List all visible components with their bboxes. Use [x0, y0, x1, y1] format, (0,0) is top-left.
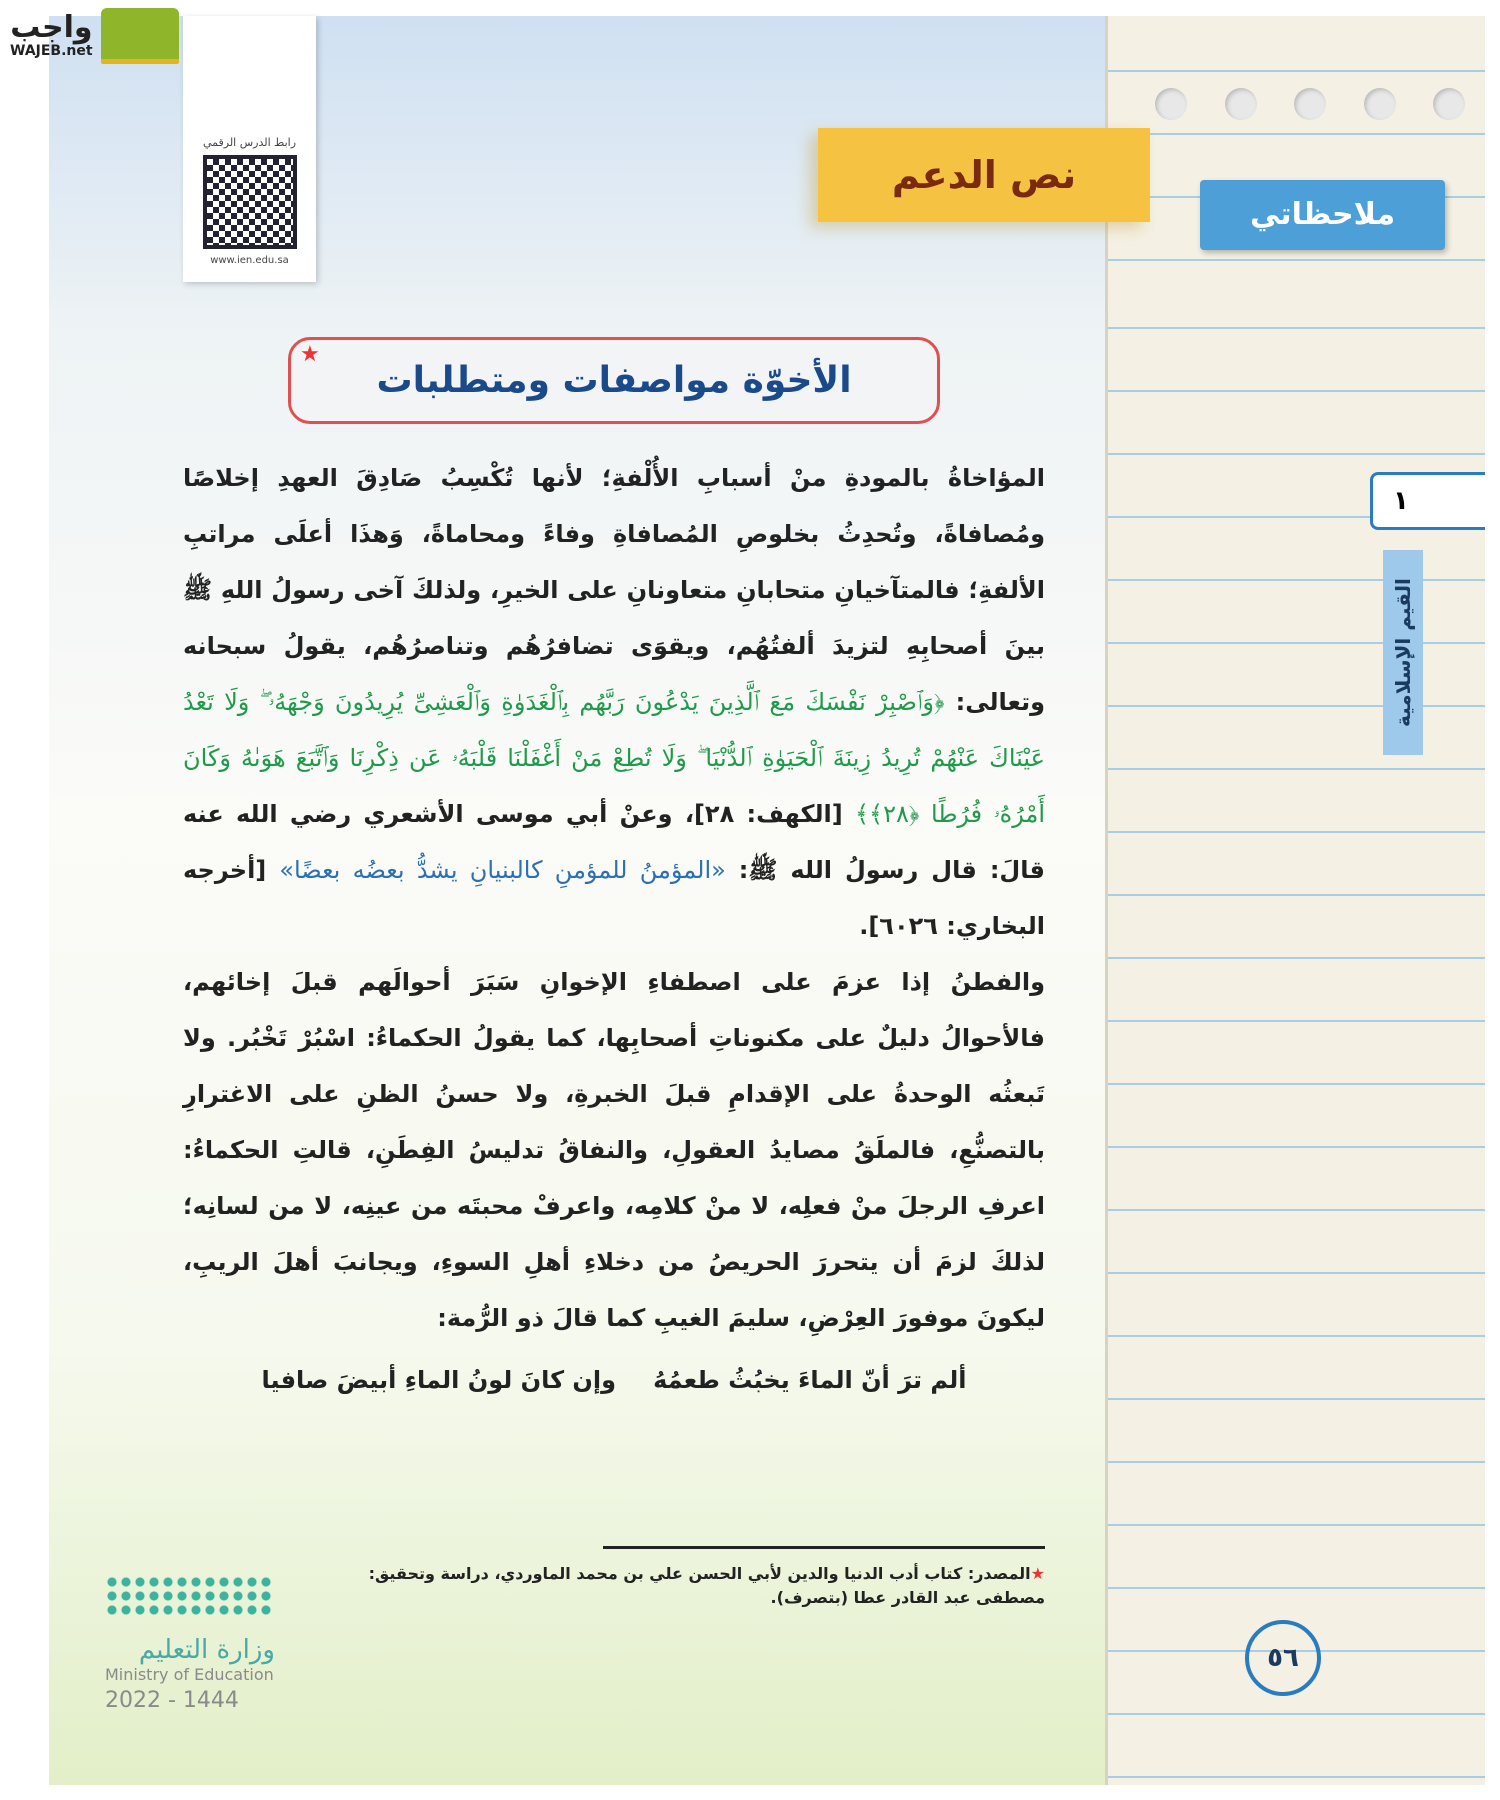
footnote-text: المصدر: كتاب أدب الدنيا والدين لأبي الحسن علي بن محمد الماوردي، دراسة وتحقيق: مصطفى عبد القادر عطا (بتصرف).	[368, 1564, 1045, 1607]
notes-tab: ملاحظاتي	[1200, 180, 1445, 250]
chapter-number: ١	[1370, 472, 1485, 530]
footnote	[300, 1562, 1045, 1610]
ministry-year: 2022 - 1444	[105, 1688, 239, 1713]
qr-code-icon[interactable]	[203, 155, 297, 249]
poem-first-hemistich: ألم ترَ أنّ الماءَ يخبُثُ طعمُهُ	[653, 1366, 967, 1394]
lesson-title: الأخوّة مواصفات ومتطلبات	[288, 337, 940, 424]
notes-column	[1105, 16, 1485, 1785]
ministry-logo	[105, 1575, 275, 1713]
ministry-arabic: وزارة التعليم	[138, 1635, 275, 1665]
page-number: ٥٦	[1245, 1620, 1321, 1696]
poem-verse	[183, 1352, 1045, 1408]
logo-latin: WAJEB.net	[10, 43, 93, 59]
binder-hole	[1155, 88, 1187, 120]
quran-verse: ﴿وَٱصْبِرْ نَفْسَكَ مَعَ ٱلَّذِينَ يَدْعُونَ رَبَّهُم بِٱلْغَدَوٰةِ وَٱلْعَشِىِّ يُرِيدُونَ وَجْهَهُۥ ۖ وَلَا تَعْدُ عَيْنَاكَ عَنْهُمْ تُرِيدُ زِينَةَ ٱلْحَيَوٰةِ ٱلدُّنْيَا ۖ وَلَا تُطِعْ مَنْ أَغْفَلْنَا قَلْبَهُۥ عَن ذِكْرِنَا وَٱتَّبَعَ هَوَىٰهُ وَكَانَ أَمْرُهُۥ فُرُطًا ﴿٢٨﴾﴾	[183, 688, 1046, 828]
qr-label: رابط الدرس الرقمي	[202, 136, 297, 149]
wajeb-logo[interactable]	[10, 8, 179, 64]
reference: [أخرجه البخاري: ٦٠٢٦].	[183, 856, 1045, 940]
ministry-english: Ministry of Education	[105, 1665, 274, 1684]
unit-label: القيم الإسلامية	[1383, 550, 1423, 755]
reference: [الكهف: ٢٨]، وعنْ أبي موسى الأشعري رضي الله عنه قالَ: قال رسولُ الله ﷺ:	[183, 800, 1045, 884]
star-icon: ★	[1030, 1564, 1045, 1583]
hadith-quote: «المؤمنُ للمؤمنِ كالبنيانِ يشدُّ بعضُه بعضًا»	[279, 856, 726, 884]
logo-arabic: واجب	[10, 10, 93, 45]
binder-hole	[1294, 88, 1326, 120]
paragraph-2: والفطنُ إذا عزمَ على اصطفاءِ الإخوانِ سَبَرَ أحوالَهم قبلَ إخائهم، فالأحوالُ دليلٌ على مكنوناتِ أصحابِها، كما يقولُ الحكماءُ: اسْبُرْ تَخْبُر. ولا تَبعثُه الوحدةُ على الإقدامِ قبلَ الخبرةِ، ولا حسنُ الظنِ على الاغترارِ بالتصنُّعِ، فالملَقُ مصايدُ العقولِ، والنفاقُ تدليسُ الفِطَنِ، قالتِ الحكماءُ: اعرفِ الرجلَ منْ فعلِه، لا منْ كلامِه، واعرفْ محبتَه من عينِه، لا من لسانِه؛ لذلكَ لزمَ أن يتحررَ الحريصُ من دخلاءِ أهلِ السوءِ، ويجانبَ أهلَ الريبِ، ليكونَ موفورَ العِرْضِ، سليمَ الغيبِ كما قالَ ذو الرُّمة:	[183, 968, 1045, 1332]
footnote-divider	[603, 1546, 1045, 1549]
binder-hole	[1364, 88, 1396, 120]
support-text-banner: نص الدعم	[818, 128, 1150, 222]
ministry-dots-icon	[105, 1575, 275, 1615]
book-icon	[101, 8, 179, 64]
poem-second-hemistich: وإن كانَ لونُ الماءِ أبيضَ صافيا	[261, 1366, 617, 1394]
binder-hole	[1433, 88, 1465, 120]
lesson-body	[183, 450, 1045, 1408]
qr-url[interactable]: www.ien.edu.sa	[210, 255, 289, 266]
paragraph-1	[183, 450, 1045, 954]
binder-hole	[1225, 88, 1257, 120]
star-icon: ★	[300, 342, 320, 367]
qr-card[interactable]	[183, 16, 316, 282]
text: المؤاخاةُ بالمودةِ منْ أسبابِ الأُلْفةِ؛ لأنها تُكْسِبُ صَادِقَ العهدِ إخلاصًا ومُصافاةً، وتُحدِثُ بخلوصِ المُصافاةِ وفاءً ومحاماةً، وَهذَا أعلَى مراتبِ الألفةِ؛ فالمتآخيانِ متحابانِ متعاونانِ على الخيرِ، ولذلكَ آخى رسولُ اللهِ ﷺ بينَ أصحابِهِ لتزيدَ ألفتُهُم، ويقوَى تضافرُهُم وتناصرُهُم، يقولُ سبحانه وتعالى:	[183, 464, 1045, 716]
